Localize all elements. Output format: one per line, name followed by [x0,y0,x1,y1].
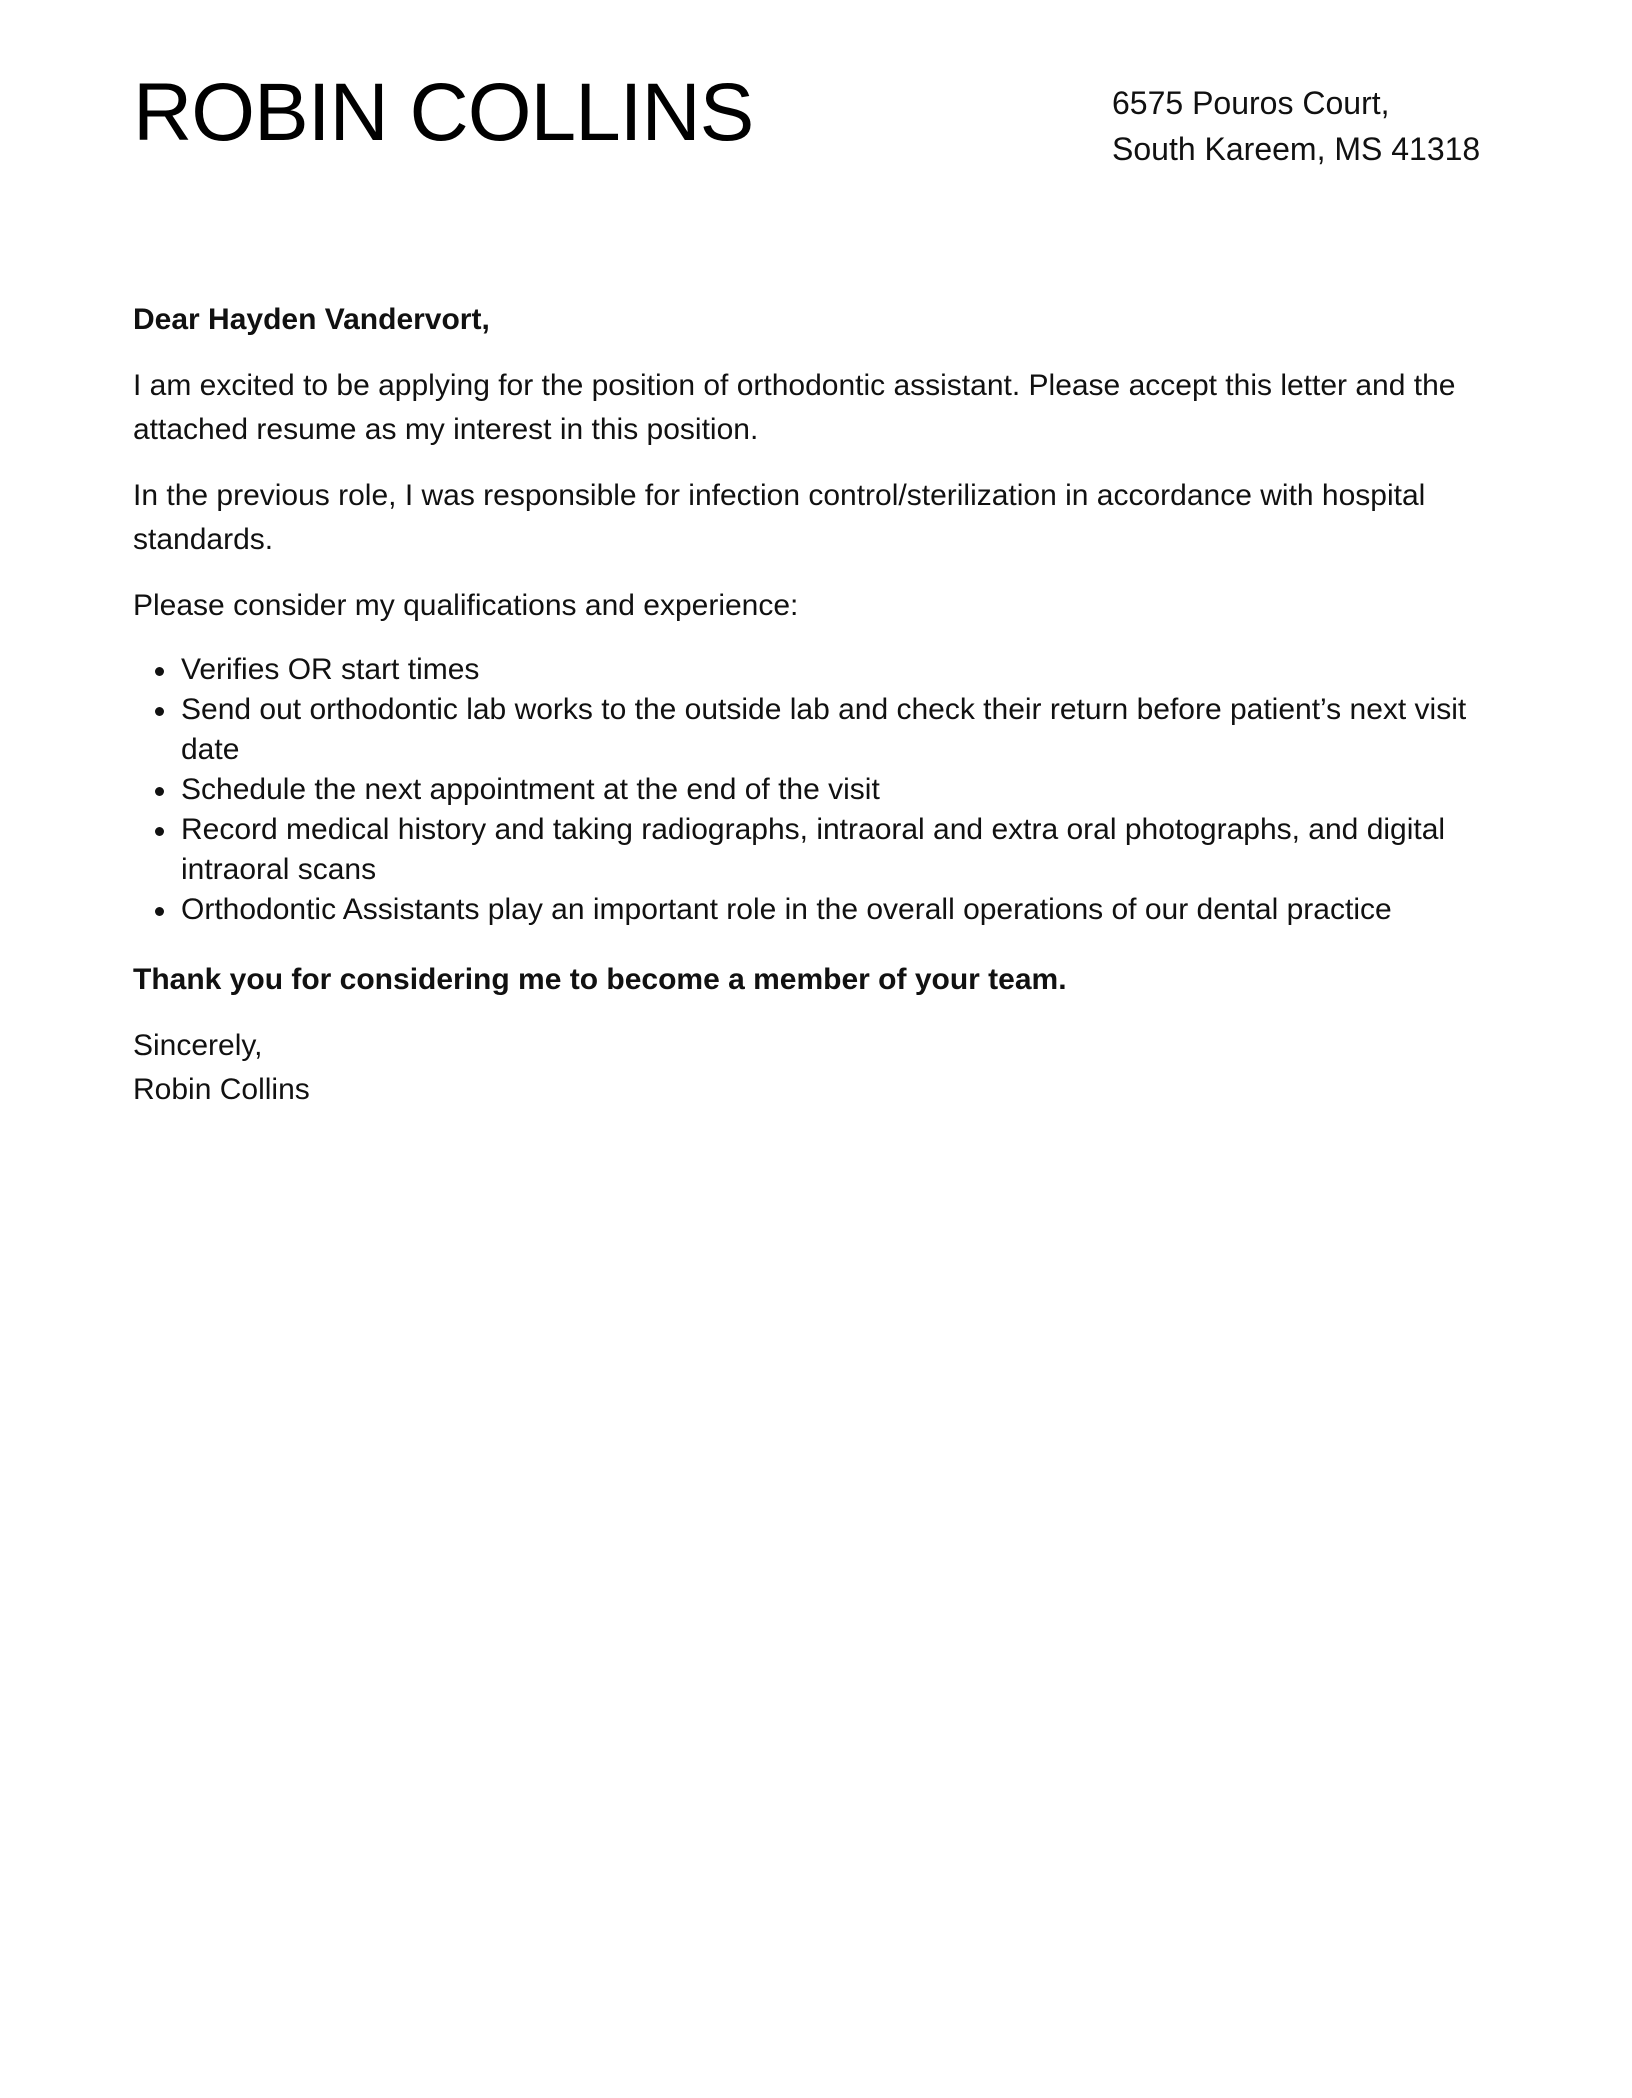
list-item: Schedule the next appointment at the end of the visit [181,770,1498,810]
letter-body [133,298,1498,1112]
applicant-name: ROBIN COLLINS [133,67,754,158]
address-line-2: South Kareem, MS 41318 [1112,131,1481,167]
list-item: Send out orthodontic lab works to the outside lab and check their return before patient’s next visit date [181,690,1498,770]
qualifications-list [133,650,1498,930]
qualifications-lead: Please consider my qualifications and experience: [133,589,799,622]
thank-you-line: Thank you for considering me to become a member of your team. [133,963,1067,996]
closing: Sincerely, [133,1029,263,1062]
list-item: Orthodontic Assistants play an important role in the overall operations of our dental practice [181,890,1498,930]
address-line-1: 6575 Pouros Court, [1112,85,1390,121]
address-block [1112,80,1480,172]
list-item: Record medical history and taking radiographs, intraoral and extra oral photographs, and digital intraoral scans [181,810,1498,890]
list-item: Verifies OR start times [181,650,1498,690]
salutation: Dear Hayden Vandervort, [133,303,490,336]
signature-name: Robin Collins [133,1073,310,1106]
experience-paragraph: In the previous role, I was responsible for infection control/sterilization in accordance with hospital standards. [133,479,1426,556]
signoff-block [133,1024,1498,1112]
intro-paragraph: I am excited to be applying for the position of orthodontic assistant. Please accept this letter and the attached resume as my interest in this position. [133,369,1456,446]
